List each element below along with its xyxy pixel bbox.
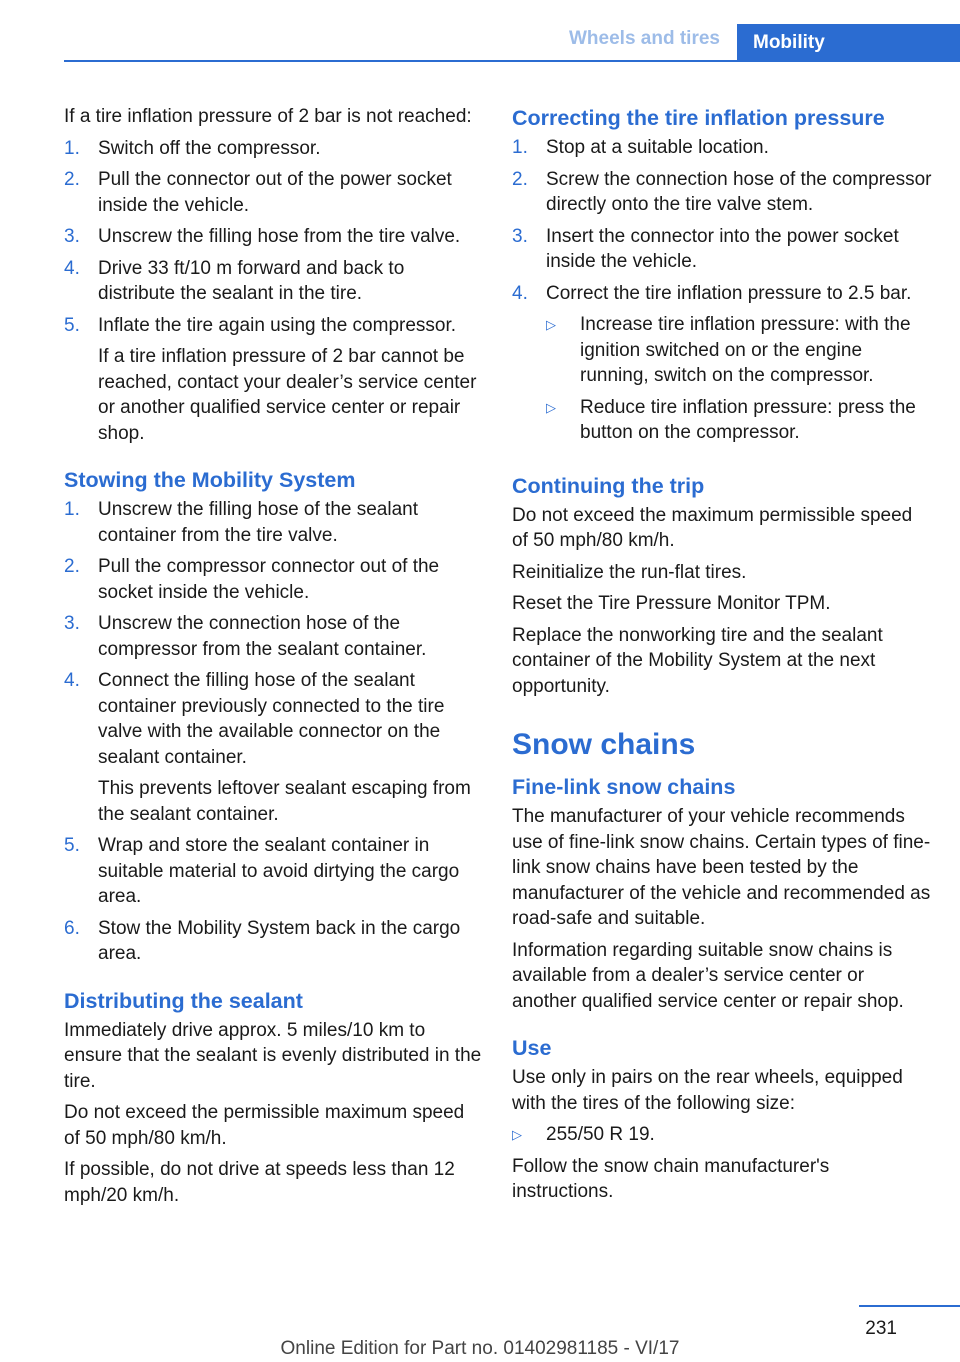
step-number: 2. — [64, 169, 80, 190]
step-text: Inflate the tire again using the compressor. — [98, 314, 457, 336]
intro-paragraph: If a tire inflation pressure of 2 bar is not reached: — [64, 106, 472, 127]
distributing-paragraph: If possible, do not drive at speeds less than 12 mph/20 km/h. — [64, 1159, 455, 1206]
continuing-paragraph: Replace the nonworking tire and the sealant container of the Mobility System at the next opportunity. — [512, 624, 883, 697]
distributing-paragraph: Do not exceed the permissible maximum speed of 50 mph/80 km/h. — [64, 1102, 465, 1149]
step-item — [64, 611, 482, 662]
distributing-heading: Distributing the sealant — [64, 988, 303, 1013]
use-paragraph: Use only in pairs on the rear wheels, equipped with the tires of the following size: — [512, 1067, 903, 1114]
stowing-heading: Stowing the Mobility System — [64, 468, 356, 492]
step-text: Correct the tire inflation pressure to 2.5 bar. — [546, 282, 912, 304]
step-number: 3. — [64, 226, 80, 247]
step-text: Drive 33 ft/10 m forward and back to distribute the sealant in the tire. — [98, 257, 405, 304]
step-number: 2. — [64, 556, 80, 577]
step-item — [512, 281, 932, 452]
continuing-paragraph: Do not exceed the maximum permissible speed of 50 mph/80 km/h. — [512, 504, 913, 551]
step-number: 1. — [64, 137, 80, 159]
step-text: Pull the compressor connector out of the socket inside the vehicle. — [98, 556, 440, 603]
step-number: 5. — [64, 835, 80, 856]
snow-chains-heading: Snow chains — [512, 728, 696, 761]
step-number: 4. — [64, 670, 80, 691]
bullet-text: Reduce tire inflation pressure: press the button on the compressor. — [580, 396, 916, 443]
step-item — [512, 224, 932, 275]
step-note: If a tire inflation pressure of 2 bar cannot be reached, contact your dealer’s service center or another qualified service center or repair shop. — [98, 346, 477, 444]
step-text: Screw the connection hose of the compressor directly onto the tire valve stem. — [546, 168, 932, 215]
left-column — [64, 104, 482, 1214]
step-text: Unscrew the filling hose from the tire valve. — [98, 226, 461, 247]
step-item — [64, 167, 482, 218]
page-number: 231 — [865, 1318, 897, 1339]
triangle-bullet-icon: ▷ — [546, 317, 556, 332]
step-item — [64, 136, 482, 162]
fine-link-paragraph: The manufacturer of your vehicle recommends use of fine-link snow chains. Certain types of fine-link snow chains have been tested by the manufacturer of the vehicle and recommended as road-safe and suitable. — [512, 806, 931, 929]
bullet-item — [546, 312, 932, 389]
step-text: Stop at a suitable location. — [546, 137, 769, 158]
pressure-bullets — [546, 312, 932, 446]
step-item — [64, 313, 482, 447]
header-chapter-label: Mobility — [753, 32, 825, 53]
step-number: 3. — [64, 613, 80, 634]
step-number: 6. — [64, 917, 80, 939]
use-paragraph: Follow the snow chain manufacturer's instructions. — [512, 1155, 830, 1202]
continuing-heading: Continuing the trip — [512, 473, 705, 498]
step-number: 4. — [64, 257, 80, 279]
bullet-item — [546, 395, 932, 446]
step-item — [64, 833, 482, 910]
header-rule — [64, 60, 960, 62]
step-text: Connect the filling hose of the sealant container previously connected to the tire valve with the available connector on the sealant container. — [98, 670, 445, 768]
bullet-item — [512, 1122, 932, 1148]
step-text: Stow the Mobility System back in the cargo area. — [98, 917, 461, 964]
use-heading: Use — [512, 1036, 552, 1060]
bullet-text: 255/50 R 19. — [546, 1124, 655, 1145]
tire-size-bullets — [512, 1122, 932, 1148]
fine-link-heading: Fine-link snow chains — [512, 775, 736, 799]
step-number: 3. — [512, 225, 528, 247]
stowing-steps — [64, 497, 482, 967]
bullet-text: Increase tire inflation pressure: with the ignition switched on or the engine running, switch on the compressor. — [580, 314, 911, 386]
step-number: 1. — [64, 499, 80, 520]
correcting-heading: Correcting the tire inflation pressure — [512, 106, 885, 130]
edition-note: Online Edition for Part no. 01402981185 - VI/17 — [280, 1338, 680, 1359]
step-note: This prevents leftover sealant escaping from the sealant container. — [98, 778, 471, 825]
distributing-paragraph: Immediately drive approx. 5 miles/10 km to ensure that the sealant is evenly distributed in the tire. — [64, 1019, 482, 1092]
triangle-bullet-icon: ▷ — [512, 1127, 522, 1142]
step-item — [512, 167, 932, 218]
step-number: 5. — [64, 314, 80, 336]
step-item — [64, 224, 482, 250]
step-item — [64, 554, 482, 605]
continuing-paragraph: Reset the Tire Pressure Monitor TPM. — [512, 593, 831, 614]
triangle-bullet-icon: ▷ — [546, 399, 556, 415]
fine-link-paragraph: Information regarding suitable snow chains is available from a dealer’s service center or another qualified service center or repair shop. — [512, 939, 904, 1012]
footer-rule — [859, 1305, 960, 1307]
step-text: Wrap and store the sealant container in suitable material to avoid dirtying the cargo area. — [98, 835, 460, 907]
step-text: Switch off the compressor. — [98, 137, 321, 159]
step-text: Insert the connector into the power socket inside the vehicle. — [546, 225, 899, 272]
correcting-steps — [512, 135, 932, 452]
header-chapter-tab — [737, 24, 960, 62]
header-section-title: Wheels and tires — [569, 28, 720, 49]
step-number: 2. — [512, 168, 528, 190]
step-number: 1. — [512, 137, 528, 158]
step-item — [64, 497, 482, 548]
step-text: Unscrew the connection hose of the compressor from the sealant container. — [98, 613, 427, 660]
step-item — [512, 135, 932, 161]
step-text: Unscrew the filling hose of the sealant container from the tire valve. — [98, 499, 419, 546]
continuing-paragraph: Reinitialize the run-flat tires. — [512, 561, 747, 583]
pressure-not-reached-steps — [64, 136, 482, 447]
right-column — [512, 104, 932, 1211]
step-number: 4. — [512, 282, 528, 304]
step-item — [64, 916, 482, 967]
step-item — [64, 668, 482, 827]
step-text: Pull the connector out of the power socket inside the vehicle. — [98, 169, 452, 216]
step-item — [64, 256, 482, 307]
